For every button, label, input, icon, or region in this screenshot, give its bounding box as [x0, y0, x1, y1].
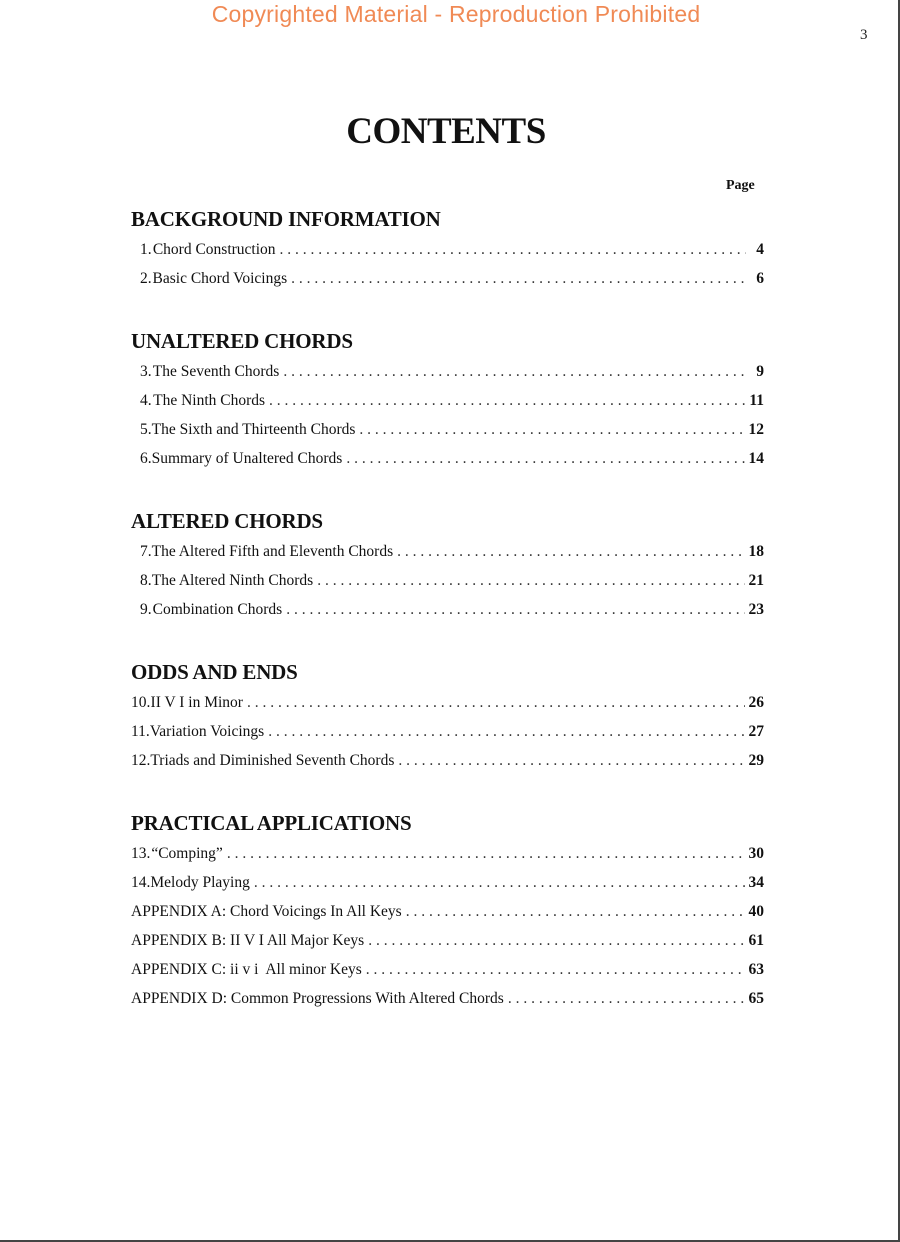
section-heading-unaltered-chords: UNALTERED CHORDS [131, 329, 353, 353]
entry-number: 11. [131, 723, 150, 740]
entry-title: The Seventh Chords [152, 363, 280, 380]
dot-leader [398, 752, 744, 770]
toc-entry[interactable] [131, 752, 764, 774]
dot-leader [247, 694, 745, 712]
dot-leader [283, 363, 746, 381]
entry-number: 5. [140, 421, 152, 438]
entry-page: 4 [756, 241, 764, 258]
section-heading-altered-chords: ALTERED CHORDS [131, 509, 323, 533]
dot-leader [291, 270, 746, 288]
entry-title: APPENDIX D: Common Progressions With Altered Chords [131, 990, 504, 1007]
dot-leader [317, 572, 744, 590]
dot-leader [346, 450, 744, 468]
toc-entry[interactable] [131, 392, 764, 414]
page-column-label: Page [726, 178, 755, 193]
dot-leader [286, 601, 744, 619]
toc-entry-appendix[interactable] [131, 903, 764, 925]
entry-page: 29 [748, 752, 764, 769]
entry-page: 40 [748, 903, 764, 920]
entry-title: The Altered Fifth and Eleventh Chords [151, 543, 394, 560]
toc-entry[interactable] [131, 723, 764, 745]
page-number: 3 [860, 27, 868, 43]
entry-page: 27 [748, 723, 764, 740]
entry-title: APPENDIX B: II V I All Major Keys [131, 932, 365, 949]
entry-title: APPENDIX A: Chord Voicings In All Keys [131, 903, 402, 920]
entry-page: 61 [748, 932, 764, 949]
entry-number: 9. [140, 601, 152, 618]
dot-leader [254, 874, 745, 892]
toc-entry[interactable] [131, 241, 764, 263]
toc-entry[interactable] [131, 270, 764, 292]
entry-page: 30 [748, 845, 764, 862]
toc-entry-appendix[interactable] [131, 990, 764, 1012]
entry-page: 23 [748, 601, 764, 618]
section-heading-practical-applications: PRACTICAL APPLICATIONS [131, 811, 412, 835]
toc-entry[interactable] [131, 601, 764, 623]
entry-page: 21 [748, 572, 764, 589]
dot-leader [359, 421, 744, 439]
entry-title: II V I in Minor [150, 694, 243, 711]
toc-entry[interactable] [131, 845, 764, 867]
entry-number: 4. [140, 392, 152, 409]
dot-leader [269, 392, 745, 410]
toc-entry[interactable] [131, 543, 764, 565]
entry-page: 34 [748, 874, 764, 891]
entry-title: Chord Construction [152, 241, 276, 258]
entry-page: 6 [756, 270, 764, 287]
entry-number: 7. [140, 543, 152, 560]
copyright-watermark: Copyrighted Material - Reproduction Prohibited [211, 1, 701, 27]
dot-leader [280, 241, 746, 259]
entry-title: The Ninth Chords [153, 392, 266, 409]
entry-title: The Altered Ninth Chords [151, 572, 314, 589]
dot-leader [508, 990, 745, 1008]
entry-number: 10. [131, 694, 151, 711]
entry-number: 13. [131, 845, 151, 862]
entry-page: 9 [756, 363, 764, 380]
entry-number: 14. [131, 874, 151, 891]
entry-page: 12 [748, 421, 764, 438]
dot-leader [227, 845, 745, 863]
toc-entry-appendix[interactable] [131, 932, 764, 954]
toc-entry[interactable] [131, 572, 764, 594]
dot-leader [406, 903, 745, 921]
page-title: CONTENTS [346, 111, 546, 152]
toc-entry-appendix[interactable] [131, 961, 764, 983]
toc-entry[interactable] [131, 694, 764, 716]
toc-entry[interactable] [131, 421, 764, 443]
entry-number: 3. [140, 363, 152, 380]
dot-leader [368, 932, 744, 950]
toc-entry[interactable] [131, 363, 764, 385]
entry-title: Combination Chords [152, 601, 283, 618]
entry-number: 2. [140, 270, 152, 287]
section-heading-odds-and-ends: ODDS AND ENDS [131, 660, 298, 684]
entry-title: Basic Chord Voicings [152, 270, 288, 287]
toc-entry[interactable] [131, 450, 764, 472]
entry-page: 65 [748, 990, 764, 1007]
entry-number: 12. [131, 752, 151, 769]
dot-leader [268, 723, 744, 741]
toc-entry[interactable] [131, 874, 764, 896]
dot-leader [397, 543, 744, 561]
entry-title: Summary of Unaltered Chords [151, 450, 343, 467]
entry-title: “Comping” [151, 845, 223, 862]
entry-title: Melody Playing [150, 874, 250, 891]
entry-title: The Sixth and Thirteenth Chords [151, 421, 356, 438]
entry-title: Variation Voicings [149, 723, 265, 740]
entry-page: 26 [748, 694, 764, 711]
entry-number: 1. [140, 241, 152, 258]
entry-title: Triads and Diminished Seventh Chords [150, 752, 395, 769]
entry-number: 6. [140, 450, 152, 467]
entry-title: APPENDIX C: ii v i All minor Keys [131, 961, 362, 978]
entry-page: 11 [749, 392, 764, 409]
dot-leader [366, 961, 745, 979]
entry-page: 18 [748, 543, 764, 560]
entry-page: 63 [748, 961, 764, 978]
entry-number: 8. [140, 572, 152, 589]
entry-page: 14 [748, 450, 764, 467]
section-heading-background-information: BACKGROUND INFORMATION [131, 207, 441, 231]
